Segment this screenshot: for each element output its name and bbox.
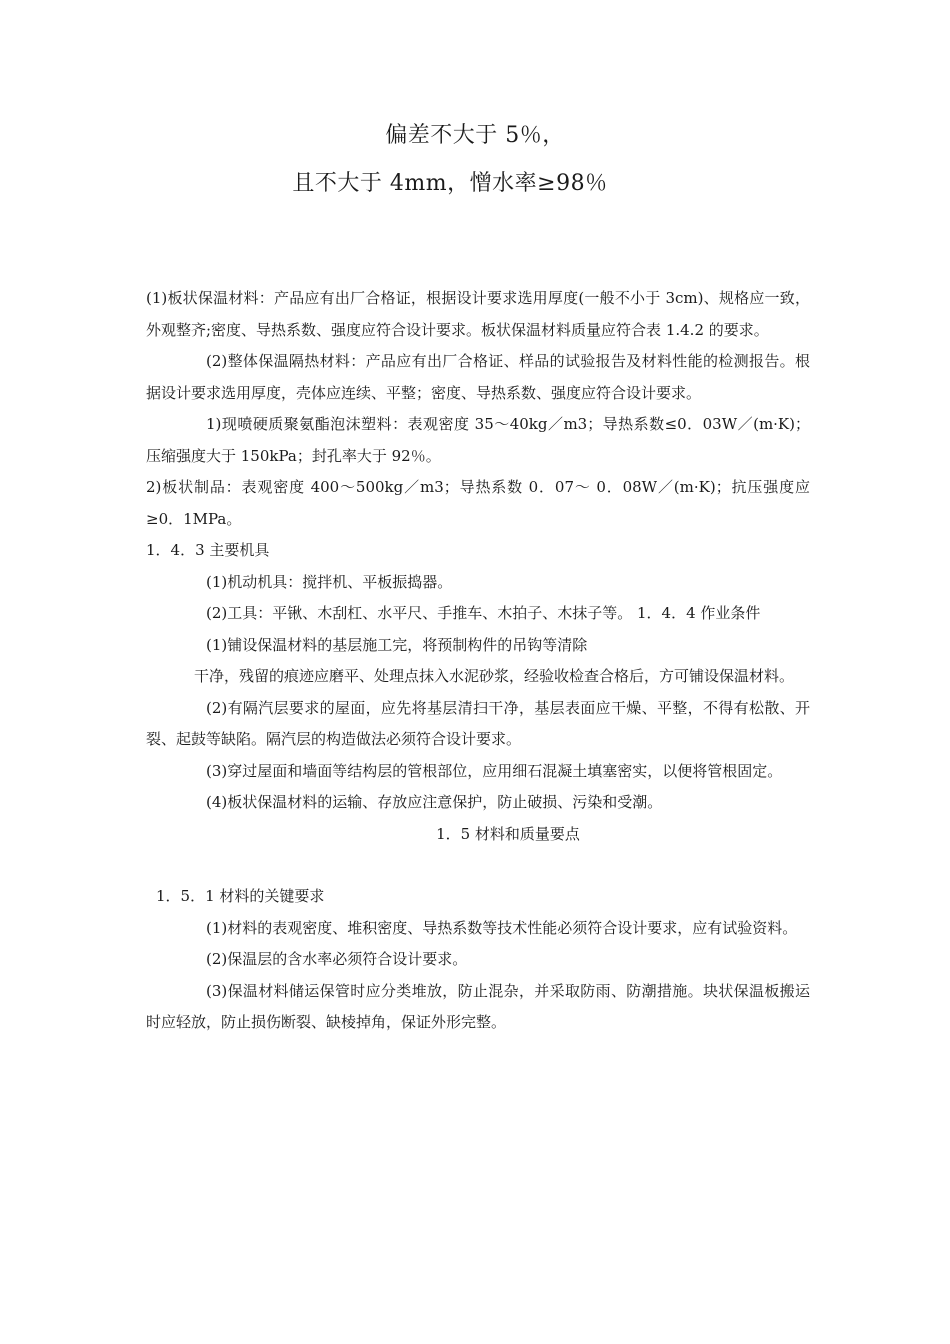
- paragraph-storage-handling: (3)保温材料储运保管时应分类堆放，防止混杂，并采取防雨、防潮措施。块状保温板搬运时应轻放，防止损伤断裂、缺棱掉角，保证外形完整。: [146, 981, 810, 1031]
- paragraph-vapor-barrier: (2)有隔汽层要求的屋面，应先将基层清扫干净，基层表面应干燥、平整，不得有松散、开裂、起鼓等缺陷。隔汽层的构造做法必须符合设计要求。: [146, 698, 810, 748]
- paragraph-base-layer-cont: 干净，残留的痕迹应磨平、处理点抹入水泥砂浆，经验收检查合格后，方可铺设保温材料。: [194, 667, 795, 685]
- heading-line-1: 偏差不大于 5％，: [385, 123, 565, 148]
- paragraph-board-insulation: (1)板状保温材料：产品应有出厂合格证，根据设计要求选用厚度(一般不小于 3cm)、规格应一致，外观整齐;密度、导热系数、强度应符合设计要求。板状保温材料质量应符合表 1.4.2 的要求。: [146, 289, 810, 339]
- paragraph-polyurethane-foam: 1)现喷硬质聚氨酯泡沫塑料：表观密度 35～40kg／m3；导热系数≤0．03W／(m·K)；压缩强度大于 150kPa；封孔率大于 92％。: [146, 415, 810, 465]
- paragraph-board-products: 2)板状制品：表观密度 400～500kg／m3；导热系数 0．07～ 0．08W／(m·K)；抗压强度应≥0．1MPa。: [146, 478, 810, 528]
- paragraph-hand-tools: (2)工具：平锹、木刮杠、水平尺、手推车、木拍子、木抹子等。 1．4．4 作业条件: [206, 604, 761, 622]
- spacer: [146, 850, 810, 881]
- paragraph-base-layer: (1)铺设保温材料的基层施工完，将预制构件的吊钩等清除: [206, 635, 588, 654]
- paragraph-integral-insulation: (2)整体保温隔热材料：产品应有出厂合格证、样品的试验报告及材料性能的检测报告。根据设计要求选用厚度，壳体应连续、平整；密度、导热系数、强度应符合设计要求。: [146, 352, 810, 402]
- section-heading-main-tools: 1．4．3 主要机具: [146, 541, 270, 559]
- paragraph-moisture-content: (2)保温层的含水率必须符合设计要求。: [206, 950, 468, 968]
- heading-line-2: 且不大于 4mm，憎水率≥98％: [292, 171, 608, 196]
- paragraph-material-density: (1)材料的表观密度、堆积密度、导热系数等技术性能必须符合设计要求，应有试验资料。: [206, 918, 798, 937]
- section-heading-materials-quality: 1．5 材料和质量要点: [436, 824, 580, 843]
- paragraph-motor-tools: (1)机动机具：搅拌机、平板振捣器。: [206, 572, 453, 591]
- section-heading-key-requirements: 1．5．1 材料的关键要求: [156, 887, 325, 905]
- paragraph-transport-storage: (4)板状保温材料的运输、存放应注意保护，防止破损、污染和受潮。: [206, 793, 663, 811]
- paragraph-pipe-root: (3)穿过屋面和墙面等结构层的管根部位，应用细石混凝土填塞密实，以便将管根固定。: [206, 761, 783, 780]
- document-body: [146, 283, 810, 1039]
